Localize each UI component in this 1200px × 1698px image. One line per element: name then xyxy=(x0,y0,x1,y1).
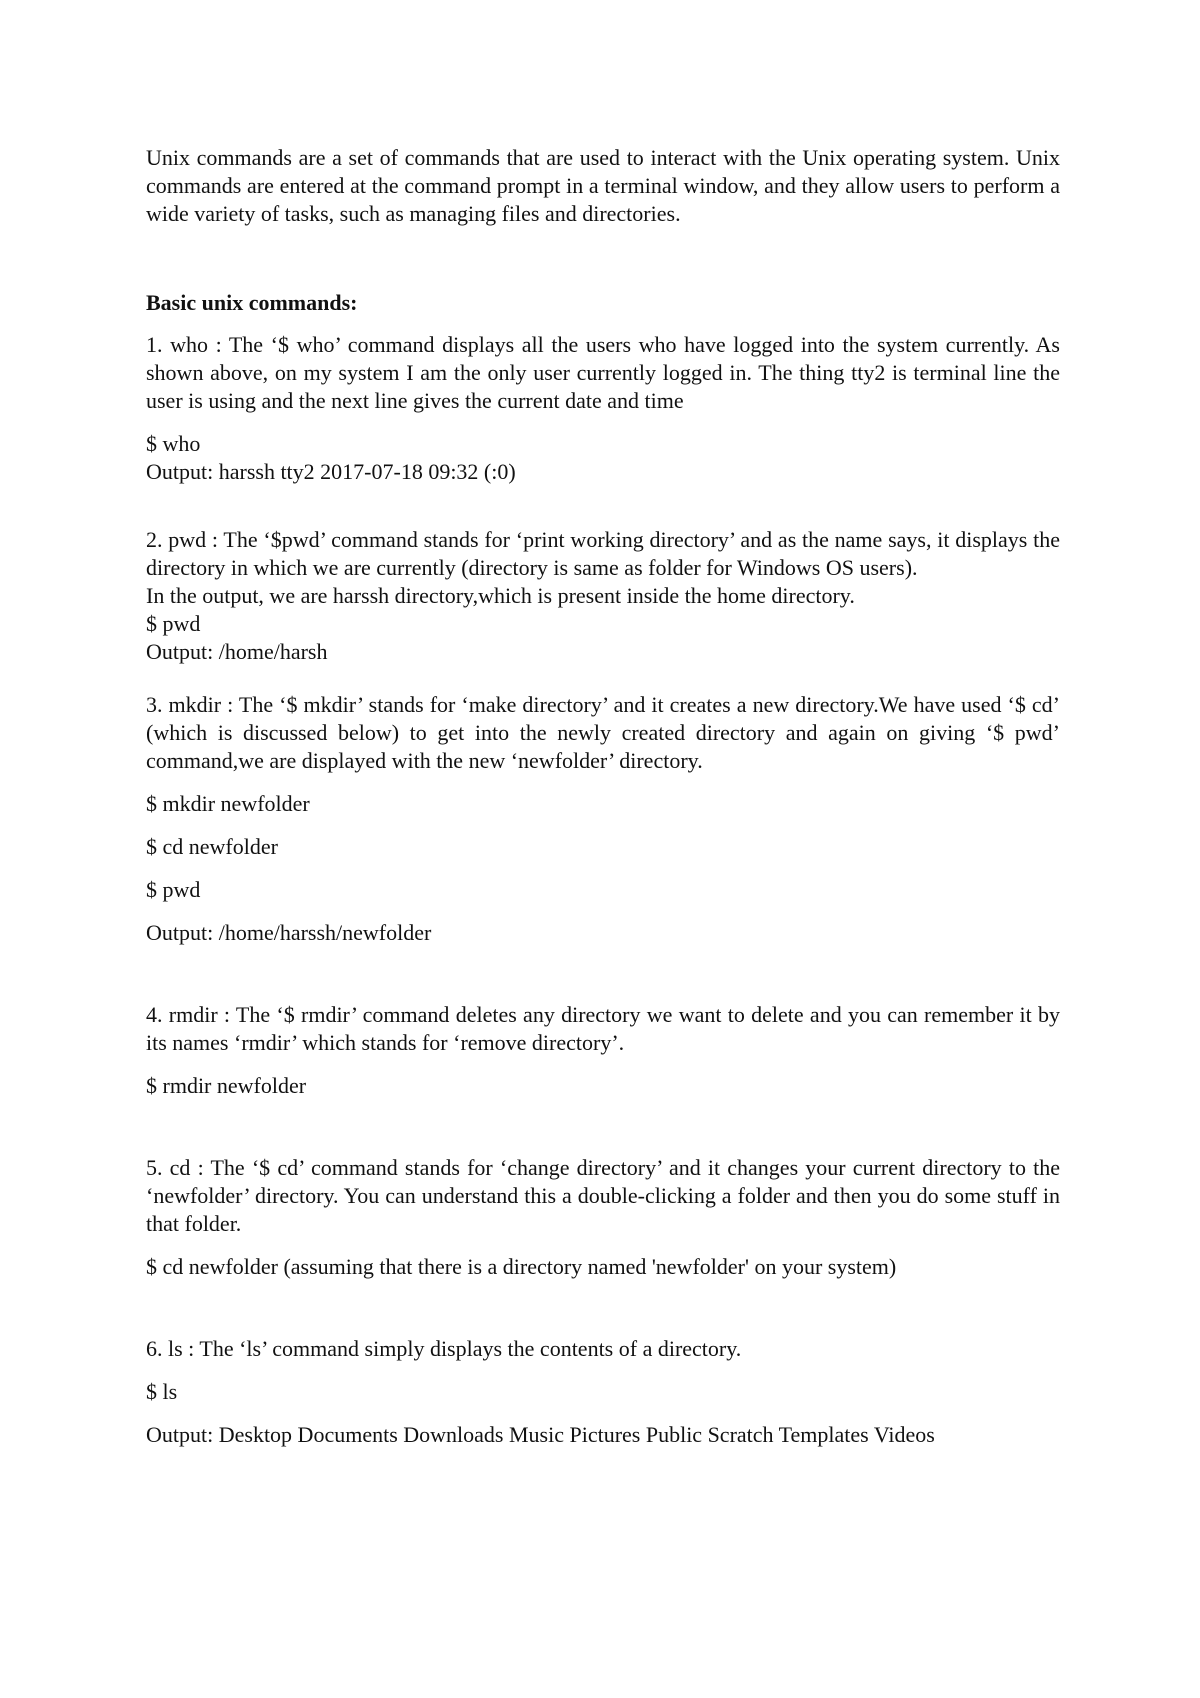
rmdir-description: 4. rmdir : The ‘$ rmdir’ command deletes any directory we want to delete and you can remember it by its names ‘rmdir’ which stands for ‘remove directory’. xyxy=(146,1002,1060,1055)
section-heading: Basic unix commands: xyxy=(146,290,358,315)
pwd-note: In the output, we are harssh directory,which is present inside the home directory. xyxy=(146,583,855,608)
mkdir-output: Output: /home/harssh/newfolder xyxy=(146,920,432,945)
mkdir-pwd-command: $ pwd xyxy=(146,877,201,902)
cd-command: $ cd newfolder (assuming that there is a directory named 'newfolder' on your system) xyxy=(146,1254,897,1279)
mkdir-command: $ mkdir newfolder xyxy=(146,791,310,816)
ls-output: Output: Desktop Documents Downloads Music Pictures Public Scratch Templates Videos xyxy=(146,1422,935,1447)
who-output: Output: harssh tty2 2017-07-18 09:32 (:0) xyxy=(146,459,516,484)
pwd-output: Output: /home/harsh xyxy=(146,639,328,664)
mkdir-cd-command: $ cd newfolder xyxy=(146,834,278,859)
cd-description: 5. cd : The ‘$ cd’ command stands for ‘change directory’ and it changes your current directory to the ‘newfolder’ directory. You can understand this a double-clicking a folder and then you do some stuff in that folder. xyxy=(146,1155,1060,1236)
ls-command: $ ls xyxy=(146,1379,178,1404)
intro-paragraph: Unix commands are a set of commands that are used to interact with the Unix operating system. Unix commands are entered at the command prompt in a terminal window, and they allow users to perform a wide variety of tasks, such as managing files and directories. xyxy=(146,145,1060,226)
rmdir-command: $ rmdir newfolder xyxy=(146,1073,307,1098)
who-command: $ who xyxy=(146,431,201,456)
document-page xyxy=(146,144,1060,1449)
pwd-command: $ pwd xyxy=(146,611,201,636)
ls-description: 6. ls : The ‘ls’ command simply displays the contents of a directory. xyxy=(146,1336,742,1361)
mkdir-description: 3. mkdir : The ‘$ mkdir’ stands for ‘make directory’ and it creates a new directory.We have used ‘$ cd’ (which is discussed below) to get into the newly created directory and again on giving ‘$ pwd’ command,we are displayed with the new ‘newfolder’ directory. xyxy=(146,692,1060,773)
who-description: 1. who : The ‘$ who’ command displays all the users who have logged into the system currently. As shown above, on my system I am the only user currently logged in. The thing tty2 is terminal line the user is using and the next line gives the current date and time xyxy=(146,332,1060,413)
pwd-description: 2. pwd : The ‘$pwd’ command stands for ‘print working directory’ and as the name says, it displays the directory in which we are currently (directory is same as folder for Windows OS users). xyxy=(146,527,1060,580)
